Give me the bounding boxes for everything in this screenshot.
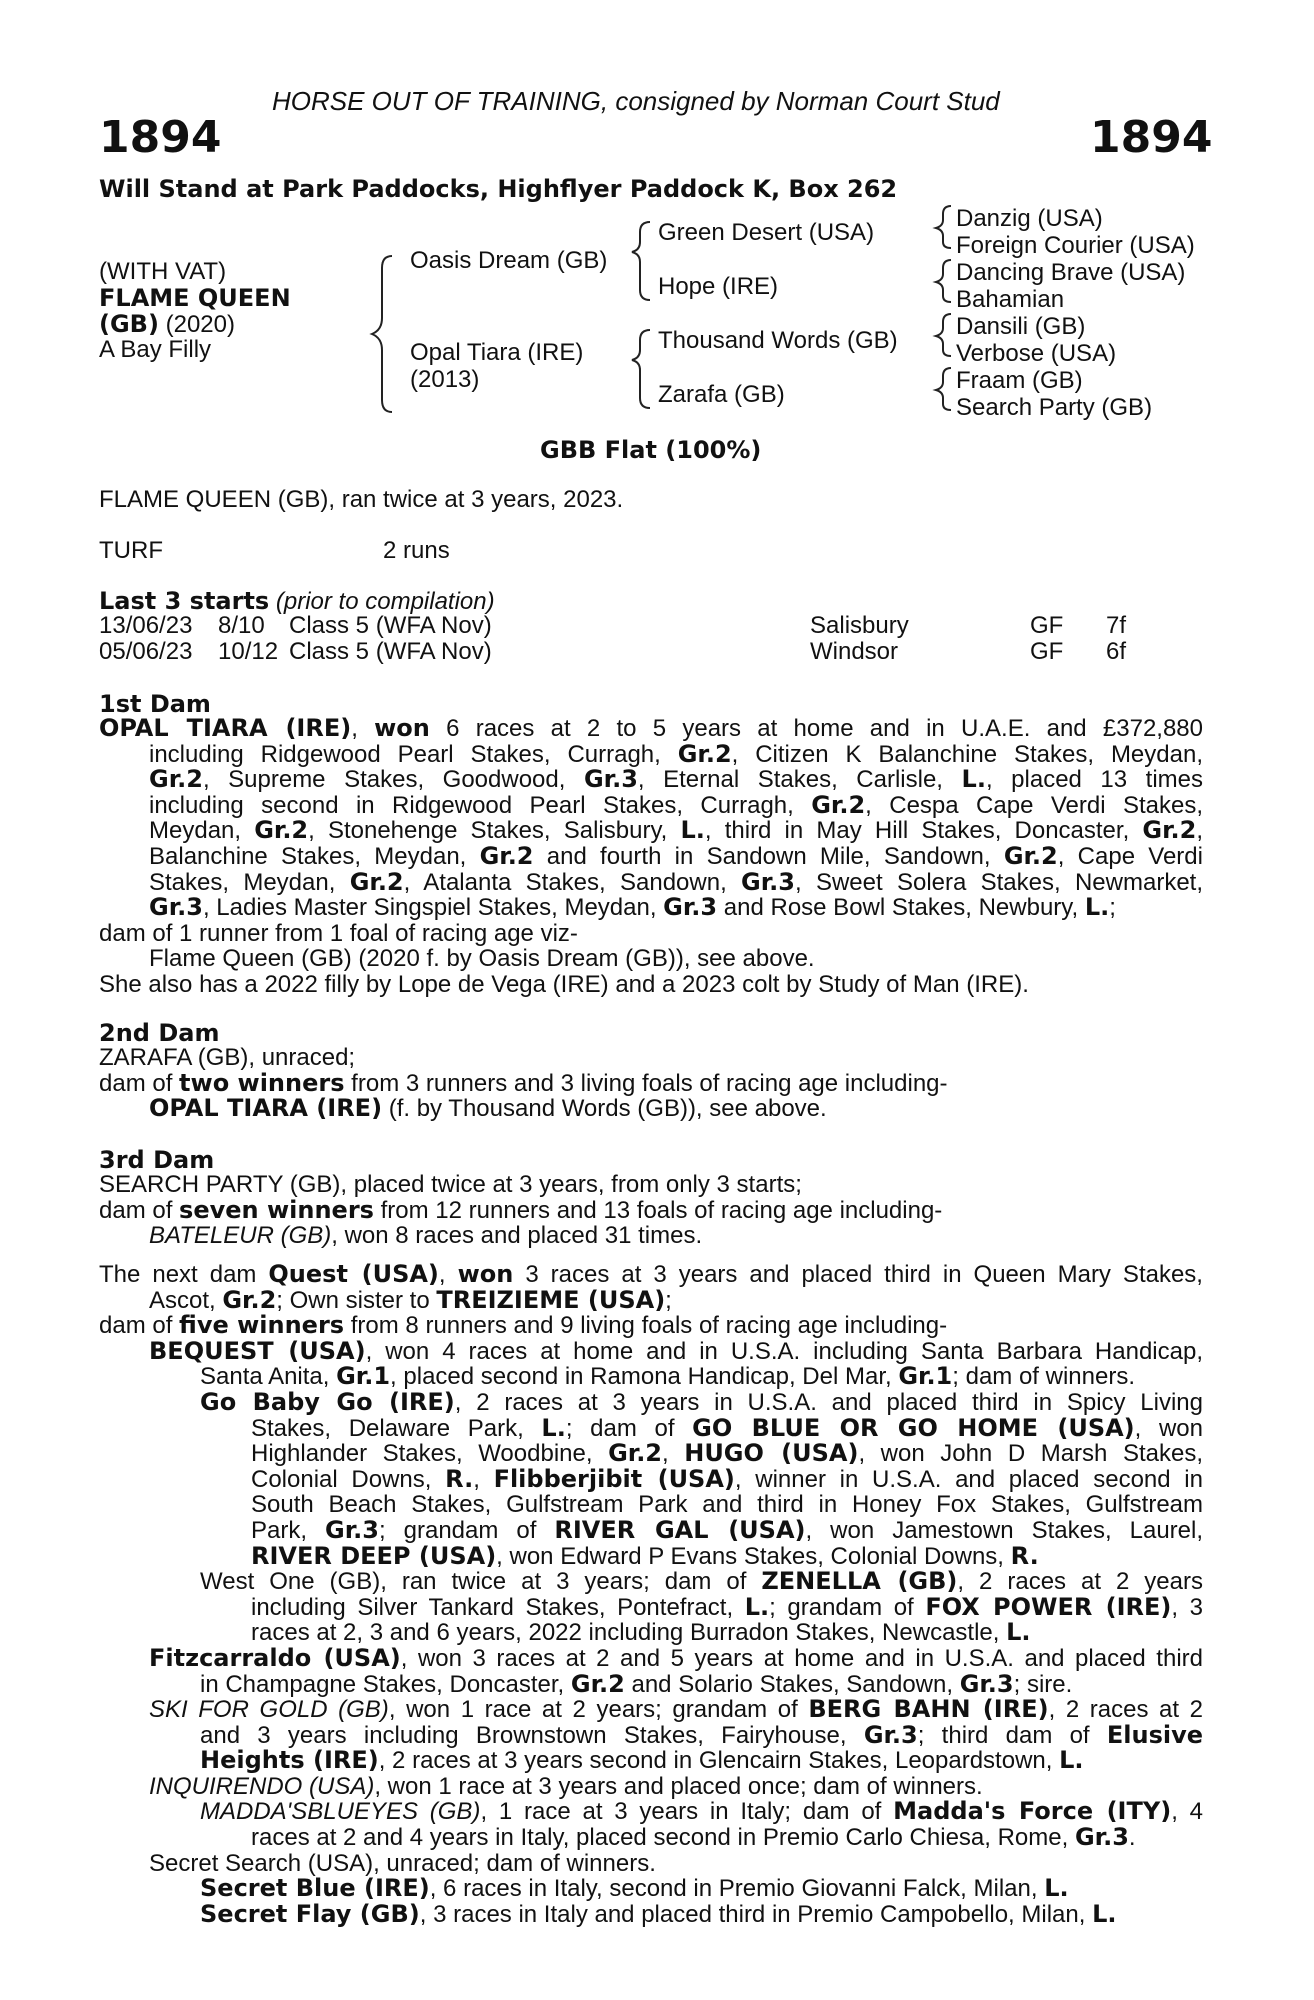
text-line: Stakes, Delaware Park, L.; dam of GO BLUE OR GO HOME (USA), won xyxy=(251,1413,1203,1442)
great-grandparent: Foreign Courier (USA) xyxy=(956,232,1195,259)
third-dam-text xyxy=(99,1172,1203,1249)
great-grandparent: Search Party (GB) xyxy=(956,394,1153,421)
text-line: dam of five winners from 8 runners and 9 living foals of racing age including- xyxy=(99,1311,948,1340)
start-pos: 10/12 xyxy=(218,638,279,665)
stable-location: Will Stand at Park Paddocks, Highflyer Paddock K, Box 262 xyxy=(99,175,898,203)
dam-dam: Zarafa (GB) xyxy=(658,381,785,408)
turf-label: TURF xyxy=(99,537,163,564)
lot-number-right: 1894 xyxy=(1090,112,1213,163)
great-grandparent: Bahamian xyxy=(956,286,1065,313)
start-course: Salisbury xyxy=(810,612,909,639)
last-starts-title: Last 3 starts xyxy=(99,587,270,615)
first-dam-text xyxy=(99,716,1203,998)
start-pos: 8/10 xyxy=(218,612,265,639)
start-cls: Class 5 (WFA Nov) xyxy=(289,638,492,665)
text-line: She also has a 2022 filly by Lope de Vega (IRE) and a 2023 colt by Study of Man (IRE). xyxy=(99,970,1029,998)
next-dam-text xyxy=(99,1262,1203,1927)
text-line: Colonial Downs, R., Flibberjibit (USA), winner in U.S.A. and placed second in xyxy=(251,1464,1203,1493)
sire-sire: Green Desert (USA) xyxy=(658,219,875,246)
dam-year: (2013) xyxy=(410,366,480,393)
breeding-scheme: GBB Flat (100%) xyxy=(540,436,762,464)
start-date: 05/06/23 xyxy=(99,638,193,665)
sire-name: Oasis Dream (GB) xyxy=(410,247,608,274)
text-line: BATELEUR (GB), won 8 races and placed 31 times. xyxy=(149,1222,703,1250)
text-line: Santa Anita, Gr.1, placed second in Ramona Handicap, Del Mar, Gr.1; dam of winners. xyxy=(200,1362,1136,1391)
text-line: Balanchine Stakes, Meydan, Gr.2 and fourth in Sandown Mile, Sandown, Gr.2, Cape Verdi xyxy=(149,841,1203,870)
text-line: races at 2 and 4 years in Italy, placed second in Premio Carlo Chiesa, Rome, Gr.3. xyxy=(251,1823,1136,1852)
text-line: Heights (IRE), 2 races at 3 years second in Glencairn Stakes, Leopardstown, L. xyxy=(200,1746,1084,1775)
text-line: OPAL TIARA (IRE), won 6 races at 2 to 5 years at home and in U.A.E. and £372,880 xyxy=(99,714,1204,742)
horse-name: FLAME QUEEN xyxy=(99,284,291,312)
horse-description: A Bay Filly xyxy=(99,336,212,363)
text-line: dam of two winners from 3 runners and 3 living foals of racing age including- xyxy=(99,1068,948,1097)
great-grandparent: Dansili (GB) xyxy=(956,313,1086,340)
text-line: BEQUEST (USA), won 4 races at home and in U.S.A. including Santa Barbara Handicap, xyxy=(149,1336,1203,1365)
start-cls: Class 5 (WFA Nov) xyxy=(289,612,492,639)
start-going: GF xyxy=(1030,612,1064,639)
text-line: Go Baby Go (IRE), 2 races at 3 years in U.S.A. and placed third in Spicy Living xyxy=(200,1387,1203,1416)
race-summary: FLAME QUEEN (GB), ran twice at 3 years, 2023. xyxy=(99,486,624,513)
text-line: and 3 years including Brownstown Stakes, Fairyhouse, Gr.3; third dam of Elusive xyxy=(200,1720,1204,1749)
text-line: The next dam Quest (USA), won 3 races at 3 years and placed third in Queen Mary Stakes, xyxy=(99,1260,1203,1288)
last-starts-note: (prior to compilation) xyxy=(275,588,495,615)
second-dam-text xyxy=(99,1045,1203,1122)
text-line: MADDA'SBLUEYES (GB), 1 race at 3 years in Italy; dam of Madda's Force (ITY), 4 xyxy=(200,1797,1204,1826)
text-line: including Ridgewood Pearl Stakes, Curragh, Gr.2, Citizen K Balanchine Stakes, Meydan, xyxy=(149,739,1203,768)
start-dist: 6f xyxy=(1106,638,1127,665)
start-going: GF xyxy=(1030,638,1064,665)
text-line: races at 2, 3 and 6 years, 2022 including Burradon Stakes, Newcastle, L. xyxy=(251,1618,1031,1647)
text-line: West One (GB), ran twice at 3 years; dam of ZENELLA (GB), 2 races at 2 years xyxy=(200,1567,1203,1596)
second-dam-heading: 2nd Dam xyxy=(99,1019,220,1047)
sire-dam: Hope (IRE) xyxy=(658,273,779,300)
great-grandparent: Dancing Brave (USA) xyxy=(956,259,1186,286)
lot-number-left: 1894 xyxy=(99,112,222,163)
turf-runs: 2 runs xyxy=(383,537,450,564)
pedigree-braces xyxy=(0,0,1314,440)
start-dist: 7f xyxy=(1106,612,1127,639)
text-line: Stakes, Meydan, Gr.2, Atalanta Stakes, Sandown, Gr.3, Sweet Solera Stakes, Newmarket, xyxy=(149,867,1203,896)
horse-year: (2020) xyxy=(165,311,235,338)
start-date: 13/06/23 xyxy=(99,612,193,639)
text-line: including second in Ridgewood Pearl Stakes, Curragh, Gr.2, Cespa Cape Verdi Stakes, xyxy=(149,790,1203,819)
text-line: SEARCH PARTY (GB), placed twice at 3 years, from only 3 starts; xyxy=(99,1171,802,1198)
great-grandparent: Verbose (USA) xyxy=(956,340,1117,367)
text-line: SKI FOR GOLD (GB), won 1 race at 2 years; grandam of BERG BAHN (IRE), 2 races at 2 xyxy=(149,1695,1204,1724)
text-line: INQUIRENDO (USA), won 1 race at 3 years and placed once; dam of winners. xyxy=(149,1772,983,1800)
text-line: dam of 1 runner from 1 foal of racing age viz- xyxy=(99,919,578,947)
text-line: RIVER DEEP (USA), won Edward P Evans Stakes, Colonial Downs, R. xyxy=(251,1541,1039,1570)
text-line: Meydan, Gr.2, Stonehenge Stakes, Salisbury, L., third in May Hill Stakes, Doncaster, Gr.2, xyxy=(149,816,1203,845)
great-grandparent: Fraam (GB) xyxy=(956,367,1083,394)
text-line: Secret Search (USA), unraced; dam of winners. xyxy=(149,1849,656,1877)
first-dam-heading: 1st Dam xyxy=(99,690,211,718)
great-grandparent: Danzig (USA) xyxy=(956,205,1103,232)
text-line: OPAL TIARA (IRE) (f. by Thousand Words (GB)), see above. xyxy=(149,1094,827,1123)
vat-note: (WITH VAT) xyxy=(99,258,227,285)
text-line: Ascot, Gr.2; Own sister to TREIZIEME (USA); xyxy=(149,1285,672,1314)
text-line: Highlander Stakes, Woodbine, Gr.2, HUGO (USA), won John D Marsh Stakes, xyxy=(251,1439,1203,1468)
dam-sire: Thousand Words (GB) xyxy=(658,327,898,354)
text-line: Fitzcarraldo (USA), won 3 races at 2 and 5 years at home and in U.S.A. and placed third xyxy=(149,1643,1203,1672)
text-line: Secret Flay (GB), 3 races in Italy and placed third in Premio Campobello, Milan, L. xyxy=(200,1899,1117,1928)
third-dam-heading: 3rd Dam xyxy=(99,1146,215,1174)
text-line: Flame Queen (GB) (2020 f. by Oasis Dream (GB)), see above. xyxy=(149,945,815,973)
text-line: in Champagne Stakes, Doncaster, Gr.2 and Solario Stakes, Sandown, Gr.3; sire. xyxy=(200,1669,1073,1698)
text-line: ZARAFA (GB), unraced; xyxy=(99,1044,356,1071)
start-course: Windsor xyxy=(810,638,899,665)
text-line: Gr.2, Supreme Stakes, Goodwood, Gr.3, Eternal Stakes, Carlisle, L., placed 13 times xyxy=(149,765,1204,794)
text-line: including Silver Tankard Stakes, Pontefract, L.; grandam of FOX POWER (IRE), 3 xyxy=(251,1592,1203,1621)
consignment-line: HORSE OUT OF TRAINING, consigned by Norman Court Stud xyxy=(272,86,1000,116)
text-line: dam of seven winners from 12 runners and 13 foals of racing age including- xyxy=(99,1195,943,1224)
dam-name: Opal Tiara (IRE) xyxy=(410,339,584,366)
text-line: South Beach Stakes, Gulfstream Park and third in Honey Fox Stakes, Gulfstream xyxy=(251,1491,1203,1519)
text-line: Secret Blue (IRE), 6 races in Italy, second in Premio Giovanni Falck, Milan, L. xyxy=(200,1874,1069,1903)
horse-country: (GB) xyxy=(99,310,159,338)
text-line: Park, Gr.3; grandam of RIVER GAL (USA), won Jamestown Stakes, Laurel, xyxy=(251,1515,1203,1544)
text-line: Gr.3, Ladies Master Singspiel Stakes, Meydan, Gr.3 and Rose Bowl Stakes, Newbury, L.; xyxy=(149,893,1116,922)
